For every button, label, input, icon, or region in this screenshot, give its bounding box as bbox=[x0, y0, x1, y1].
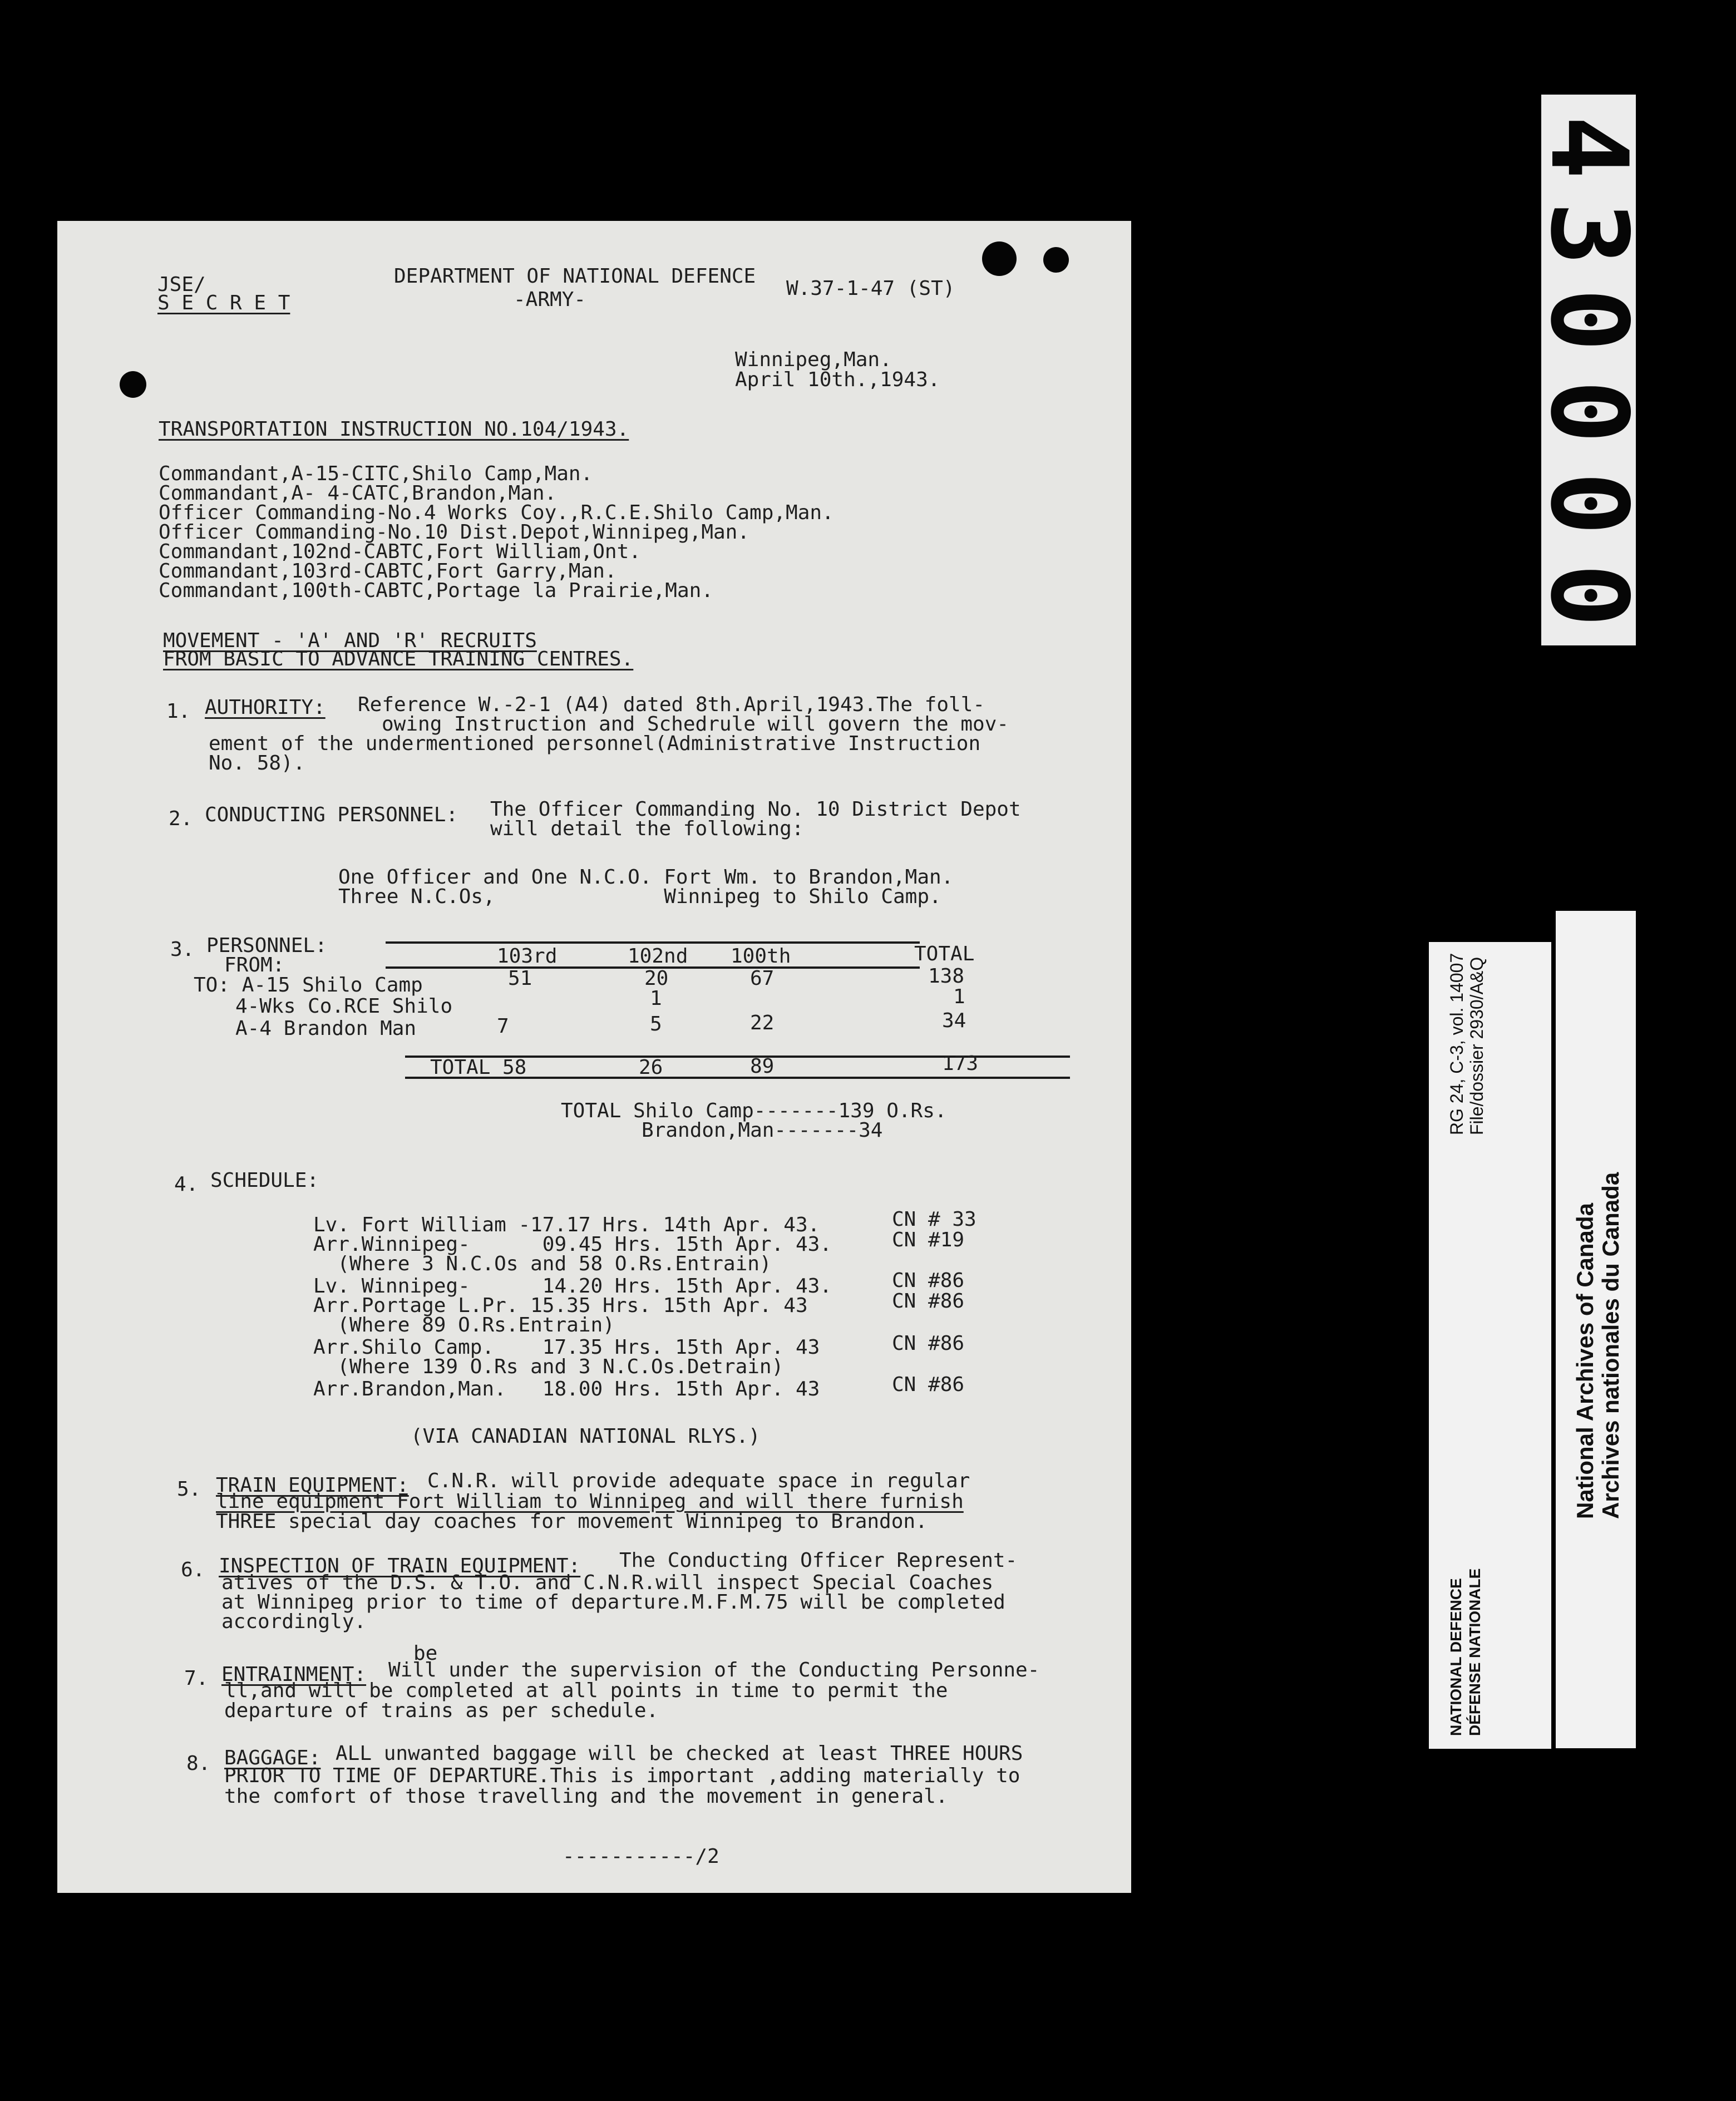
para-heading: CONDUCTING PERSONNEL: bbox=[205, 803, 458, 826]
para-text: PRIOR TO TIME OF DEPARTURE.This is important ,adding materially to bbox=[224, 1764, 1020, 1787]
para-text: departure of trains as per schedule. bbox=[224, 1699, 659, 1722]
frame-digit: 0 bbox=[1527, 563, 1651, 628]
addressee: Commandant,A- 4-CATC,Brandon,Man. bbox=[159, 482, 557, 505]
punch-hole bbox=[120, 371, 146, 398]
archives-name: Archives nationales du Canada bbox=[1597, 1172, 1624, 1519]
department-heading: DEPARTMENT OF NATIONAL DEFENCE bbox=[394, 265, 756, 288]
total-summary: Brandon,Man-------34 bbox=[642, 1119, 883, 1142]
frame-digit: 0 bbox=[1527, 379, 1651, 444]
train-number: CN #86 bbox=[892, 1290, 965, 1313]
para-number: 5. bbox=[177, 1478, 201, 1501]
row-label: TO: A-15 Shilo Camp bbox=[194, 974, 423, 997]
para-text: ement of the undermentioned personnel(Administrative Instruction bbox=[209, 732, 981, 755]
column-header: 102nd bbox=[628, 945, 688, 968]
department-label: NATIONAL DEFENCE bbox=[1447, 1578, 1464, 1736]
addressee: Commandant,100th-CABTC,Portage la Prairie,Man. bbox=[159, 579, 713, 602]
punch-hole bbox=[982, 241, 1017, 276]
train-number: CN #86 bbox=[892, 1269, 965, 1292]
via-line: (VIA CANADIAN NATIONAL RLYS.) bbox=[411, 1425, 761, 1448]
addressee: Commandant,102nd-CABTC,Fort William,Ont. bbox=[159, 540, 641, 563]
para-number: 8. bbox=[186, 1752, 211, 1775]
para-number: 3. bbox=[170, 938, 195, 961]
frame-digit: 0 bbox=[1527, 288, 1651, 352]
addressee: Commandant,103rd-CABTC,Fort Garry,Man. bbox=[159, 560, 617, 583]
frame-digit: 0 bbox=[1527, 471, 1651, 536]
table-cell: 51 bbox=[508, 967, 532, 990]
column-header: TOTAL bbox=[914, 943, 975, 965]
total-cell: 58 bbox=[502, 1056, 527, 1079]
para-number: 4. bbox=[174, 1173, 199, 1196]
schedule-line: (Where 89 O.Rs.Entrain) bbox=[313, 1314, 615, 1336]
place: Winnipeg,Man. bbox=[735, 348, 892, 371]
table-cell: 67 bbox=[750, 967, 775, 990]
punch-hole bbox=[1043, 247, 1069, 273]
total-cell: 173 bbox=[942, 1052, 979, 1075]
para-number: 6. bbox=[181, 1559, 205, 1581]
para-heading: ENTRAINMENT: bbox=[221, 1663, 367, 1686]
para-text: The Conducting Officer Represent- bbox=[619, 1549, 1018, 1572]
schedule-line: Lv. Fort William -17.17 Hrs. 14th Apr. 43. bbox=[313, 1214, 820, 1236]
archive-reference: File/dossier 2930/A&Q bbox=[1467, 956, 1487, 1135]
archive-reference: RG 24, C-3, vol. 14007 bbox=[1447, 953, 1467, 1135]
schedule-line: Lv. Winnipeg- 14.20 Hrs. 15th Apr. 43. bbox=[313, 1275, 832, 1298]
from-label: FROM: bbox=[224, 954, 285, 976]
file-number: W.37-1-47 (ST) bbox=[786, 277, 955, 300]
frame-digit: 3 bbox=[1527, 201, 1651, 266]
column-header: 100th bbox=[731, 945, 791, 968]
train-number: CN #86 bbox=[892, 1373, 965, 1396]
para-text: owing Instruction and Schedrule will govern the mov- bbox=[382, 713, 1009, 736]
para-heading: INSPECTION OF TRAIN EQUIPMENT: bbox=[219, 1555, 581, 1577]
addressee: Officer Commanding-No.10 Dist.Depot,Winnipeg,Man. bbox=[159, 521, 750, 544]
table-cell: 1 bbox=[650, 987, 662, 1010]
total-cell: 26 bbox=[639, 1056, 663, 1079]
document-page bbox=[57, 221, 1131, 1893]
table-cell: 20 bbox=[644, 967, 669, 990]
table-cell: 22 bbox=[750, 1012, 775, 1034]
frame-digit: 4 bbox=[1527, 115, 1651, 180]
army-heading: -ARMY- bbox=[514, 288, 586, 311]
para-heading: SCHEDULE: bbox=[210, 1169, 319, 1192]
date: April 10th.,1943. bbox=[735, 368, 940, 391]
para-heading: AUTHORITY: bbox=[205, 696, 326, 719]
table-cell: 7 bbox=[497, 1015, 509, 1038]
para-heading: BAGGAGE: bbox=[224, 1747, 321, 1769]
para-text: Will under the supervision of the Conducting Personne- bbox=[388, 1659, 1040, 1681]
table-cell: 5 bbox=[650, 1013, 662, 1035]
para-text: Reference W.-2-1 (A4) dated 8th.April,1943.The foll- bbox=[358, 693, 985, 716]
para-text: C.N.R. will provide adequate space in regular bbox=[427, 1469, 970, 1492]
para-number: 1. bbox=[166, 700, 191, 723]
secret-marking: S E C R E T bbox=[157, 292, 290, 314]
page-continuation: -----------/2 bbox=[563, 1845, 719, 1868]
train-number: CN #86 bbox=[892, 1332, 965, 1355]
para-heading: TRAIN EQUIPMENT: bbox=[216, 1474, 409, 1497]
table-cell: 138 bbox=[928, 965, 965, 988]
total-cell: 89 bbox=[750, 1055, 775, 1078]
schedule-line: Arr.Winnipeg- 09.45 Hrs. 15th Apr. 43. bbox=[313, 1233, 832, 1256]
schedule-line: (Where 139 O.Rs and 3 N.C.Os.Detrain) bbox=[313, 1355, 784, 1378]
archives-name: National Archives of Canada bbox=[1572, 1203, 1598, 1519]
row-label: A-4 Brandon Man bbox=[235, 1017, 417, 1040]
para-number: 7. bbox=[184, 1667, 209, 1690]
para-text: line equipment Fort William to Winnipeg and will there furnish bbox=[216, 1490, 964, 1513]
para-text: the comfort of those travelling and the movement in general. bbox=[224, 1785, 948, 1808]
total-summary: TOTAL Shilo Camp-------139 O.Rs. bbox=[561, 1099, 947, 1122]
schedule-line: (Where 3 N.C.Os and 58 O.Rs.Entrain) bbox=[313, 1252, 772, 1275]
train-number: CN #19 bbox=[892, 1229, 965, 1251]
conducting-detail: One Officer and One N.C.O. Fort Wm. to Brandon,Man. bbox=[338, 866, 954, 889]
document-title: TRANSPORTATION INSTRUCTION NO.104/1943. bbox=[159, 418, 629, 441]
addressee: Officer Commanding-No.4 Works Coy.,R.C.E.Shilo Camp,Man. bbox=[159, 501, 834, 524]
schedule-line: Arr.Portage L.Pr. 15.35 Hrs. 15th Apr. 43 bbox=[313, 1294, 808, 1317]
para-text: ll,and will be completed at all points in time to permit the bbox=[224, 1679, 948, 1702]
para-text: ALL unwanted baggage will be checked at least THREE HOURS bbox=[336, 1742, 1023, 1765]
department-label: DÉFENSE NATIONALE bbox=[1466, 1568, 1483, 1736]
table-cell: 34 bbox=[942, 1009, 966, 1032]
row-label: 4-Wks Co.RCE Shilo bbox=[235, 995, 453, 1018]
train-number: CN # 33 bbox=[892, 1208, 976, 1231]
para-text: The Officer Commanding No. 10 District Depot bbox=[490, 798, 1021, 821]
para-text: THREE special day coaches for movement Winnipeg to Brandon. bbox=[216, 1510, 928, 1533]
para-heading: PERSONNEL: bbox=[206, 934, 327, 957]
conducting-detail: Three N.C.Os, Winnipeg to Shilo Camp. bbox=[338, 885, 941, 908]
para-text: No. 58). bbox=[209, 752, 305, 775]
schedule-line: Arr.Shilo Camp. 17.35 Hrs. 15th Apr. 43 bbox=[313, 1336, 820, 1359]
inserted-word: be bbox=[413, 1642, 438, 1665]
total-label: TOTAL bbox=[430, 1056, 491, 1079]
movement-heading: MOVEMENT - 'A' AND 'R' RECRUITS bbox=[163, 629, 537, 652]
ref-left: JSE/ bbox=[157, 273, 206, 296]
para-text: accordingly. bbox=[221, 1610, 367, 1633]
table-cell: 1 bbox=[953, 985, 965, 1008]
para-text: will detail the following: bbox=[490, 817, 804, 840]
para-number: 2. bbox=[169, 807, 193, 830]
table-rule bbox=[386, 941, 920, 944]
addressee: Commandant,A-15-CITC,Shilo Camp,Man. bbox=[159, 462, 593, 485]
para-text: at Winnipeg prior to time of departure.M.F.M.75 will be completed bbox=[221, 1591, 1005, 1614]
movement-heading: FROM BASIC TO ADVANCE TRAINING CENTRES. bbox=[163, 648, 634, 670]
column-header: 103rd bbox=[497, 945, 558, 968]
para-text: atives of the D.S. & T.O. and C.N.R.will inspect Special Coaches bbox=[221, 1571, 994, 1594]
schedule-line: Arr.Brandon,Man. 18.00 Hrs. 15th Apr. 43 bbox=[313, 1378, 820, 1400]
